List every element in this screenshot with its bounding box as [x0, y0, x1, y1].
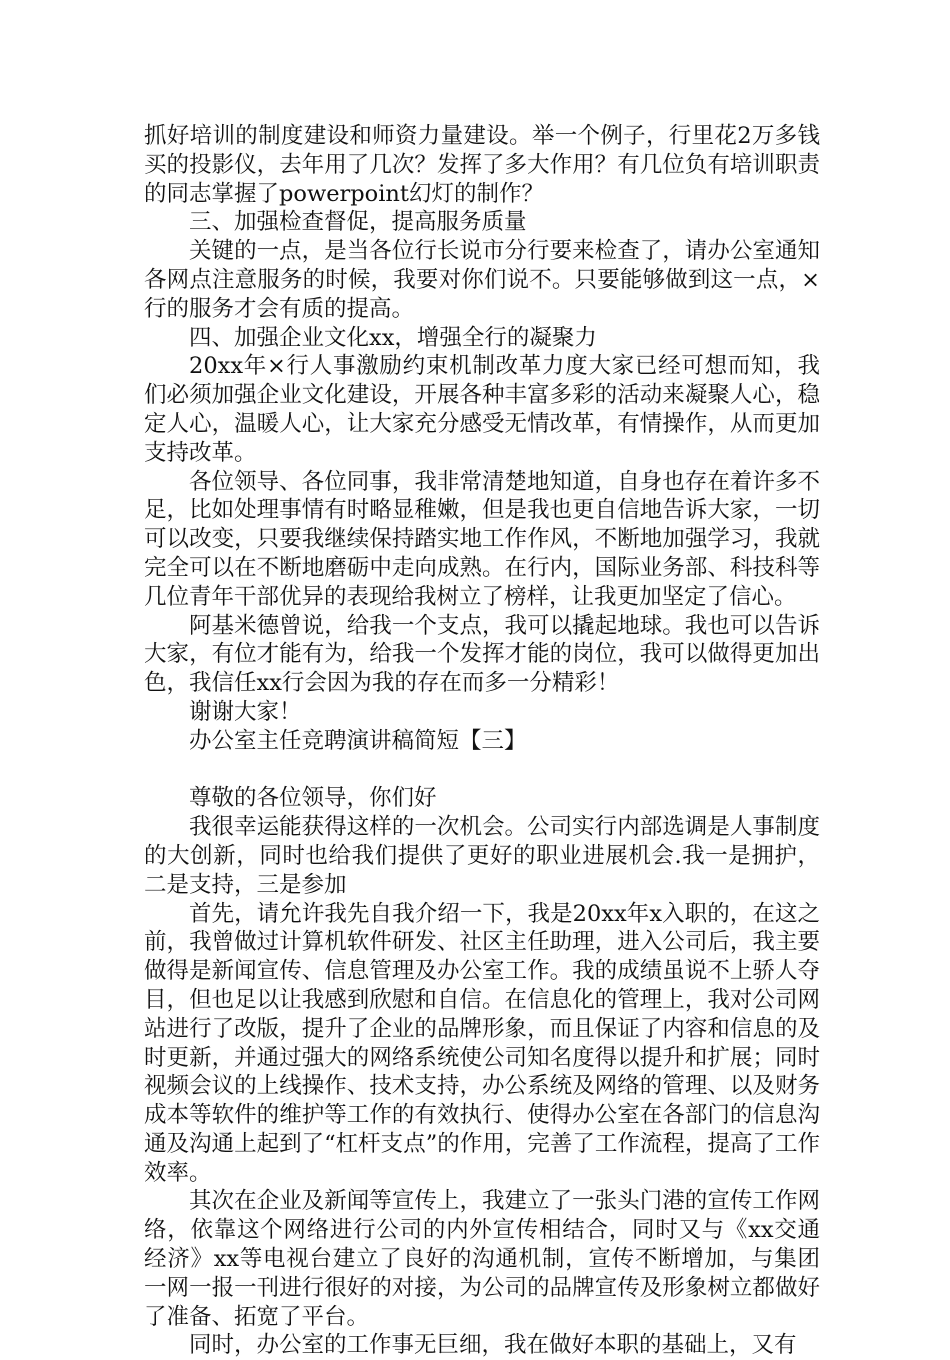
paragraph-self-assessment: 各位领导、各位同事，我非常清楚地知道，自身也存在着许多不足，比如处理事情有时略显稚嫩，但是我也更自信地告诉大家，一切可以改变，只要我继续保持踏实地工作作风，不断地加强学习，我就完全可以在不断地磨砺中走向成熟。在行内，国际业务部、科技科等几位青年干部优异的表现给我树立了榜样，让我更加坚定了信心。: [144, 468, 820, 610]
paragraph-introduction: 首先，请允许我先自我介绍一下，我是20xx年x入职的，在这之前，我曾做过计算机软件研发、社区主任助理，进入公司后，我主要做得是新闻宣传、信息管理及办公室工作。我的成绩虽说不上骄人夺目，但也足以让我感到欣慰和自信。在信息化的管理上，我对公司网站进行了改版，提升了企业的品牌形象，而且保证了内容和信息的及时更新，并通过强大的网络系统使公司知名度得以提升和扩展；同时视频会议的上线操作、技术支持，办公系统及网络的管理、以及财务成本等软件的维护等工作的有效执行、使得办公室在各部门的信息沟通及沟通上起到了“杠杆支点”的作用，完善了工作流程，提高了工作效率。: [144, 900, 820, 1186]
paragraph-office-work: 同时，办公室的工作事无巨细，我在做好本职的基础上，又有: [189, 1332, 797, 1359]
section-heading-3: 三、加强检查督促，提高服务质量: [189, 209, 527, 236]
paragraph-publicity: 其次在企业及新闻等宣传上，我建立了一张头门港的宣传工作网络，依靠这个网络进行公司的内外宣传相结合，同时又与《xx交通经济》xx等电视台建立了良好的沟通机制，宣传不断增加，与集团一网一报一刊进行很好的对接，为公司的品牌宣传及形象树立都做好了准备、拓宽了平台。: [144, 1188, 820, 1330]
paragraph-greeting: 尊敬的各位领导，你们好: [189, 785, 437, 812]
document-body: [144, 122, 820, 1360]
section-heading-4: 四、加强企业文化xx，增强全行的凝聚力: [189, 324, 597, 351]
blank-line: [144, 756, 820, 785]
paragraph-training: 抓好培训的制度建设和师资力量建设。举一个例子，行里花2万多钱买的投影仪，去年用了几次？发挥了多大作用？有几位负有培训职责的同志掌握了powerpoint幻灯的制作？: [144, 123, 820, 207]
paragraph-opportunity: 我很幸运能获得这样的一次机会。公司实行内部选调是人事制度的大创新，同时也给我们提供了更好的职业进展机会.我一是拥护，二是支持，三是参加: [144, 814, 820, 898]
speech-title-3: 办公室主任竞聘演讲稿简短【三】: [189, 727, 527, 754]
paragraph-inspection: 关键的一点，是当各位行长说市分行要来检查了，请办公室通知各网点注意服务的时候，我要对你们说不。只要能够做到这一点，×行的服务才会有质的提高。: [144, 238, 820, 322]
paragraph-culture: 20xx年×行人事激励约束机制改革力度大家已经可想而知，我们必须加强企业文化建设，开展各种丰富多彩的活动来凝聚人心，稳定人心，温暖人心，让大家充分感受无情改革，有情操作，从而更加支持改革。: [144, 353, 820, 466]
paragraph-archimedes: 阿基米德曾说，给我一个支点，我可以撬起地球。我也可以告诉大家，有位才能有为，给我一个发挥才能的岗位，我可以做得更加出色，我信任xx行会因为我的存在而多一分精彩！: [144, 612, 820, 697]
paragraph-thanks: 谢谢大家！: [189, 698, 302, 725]
